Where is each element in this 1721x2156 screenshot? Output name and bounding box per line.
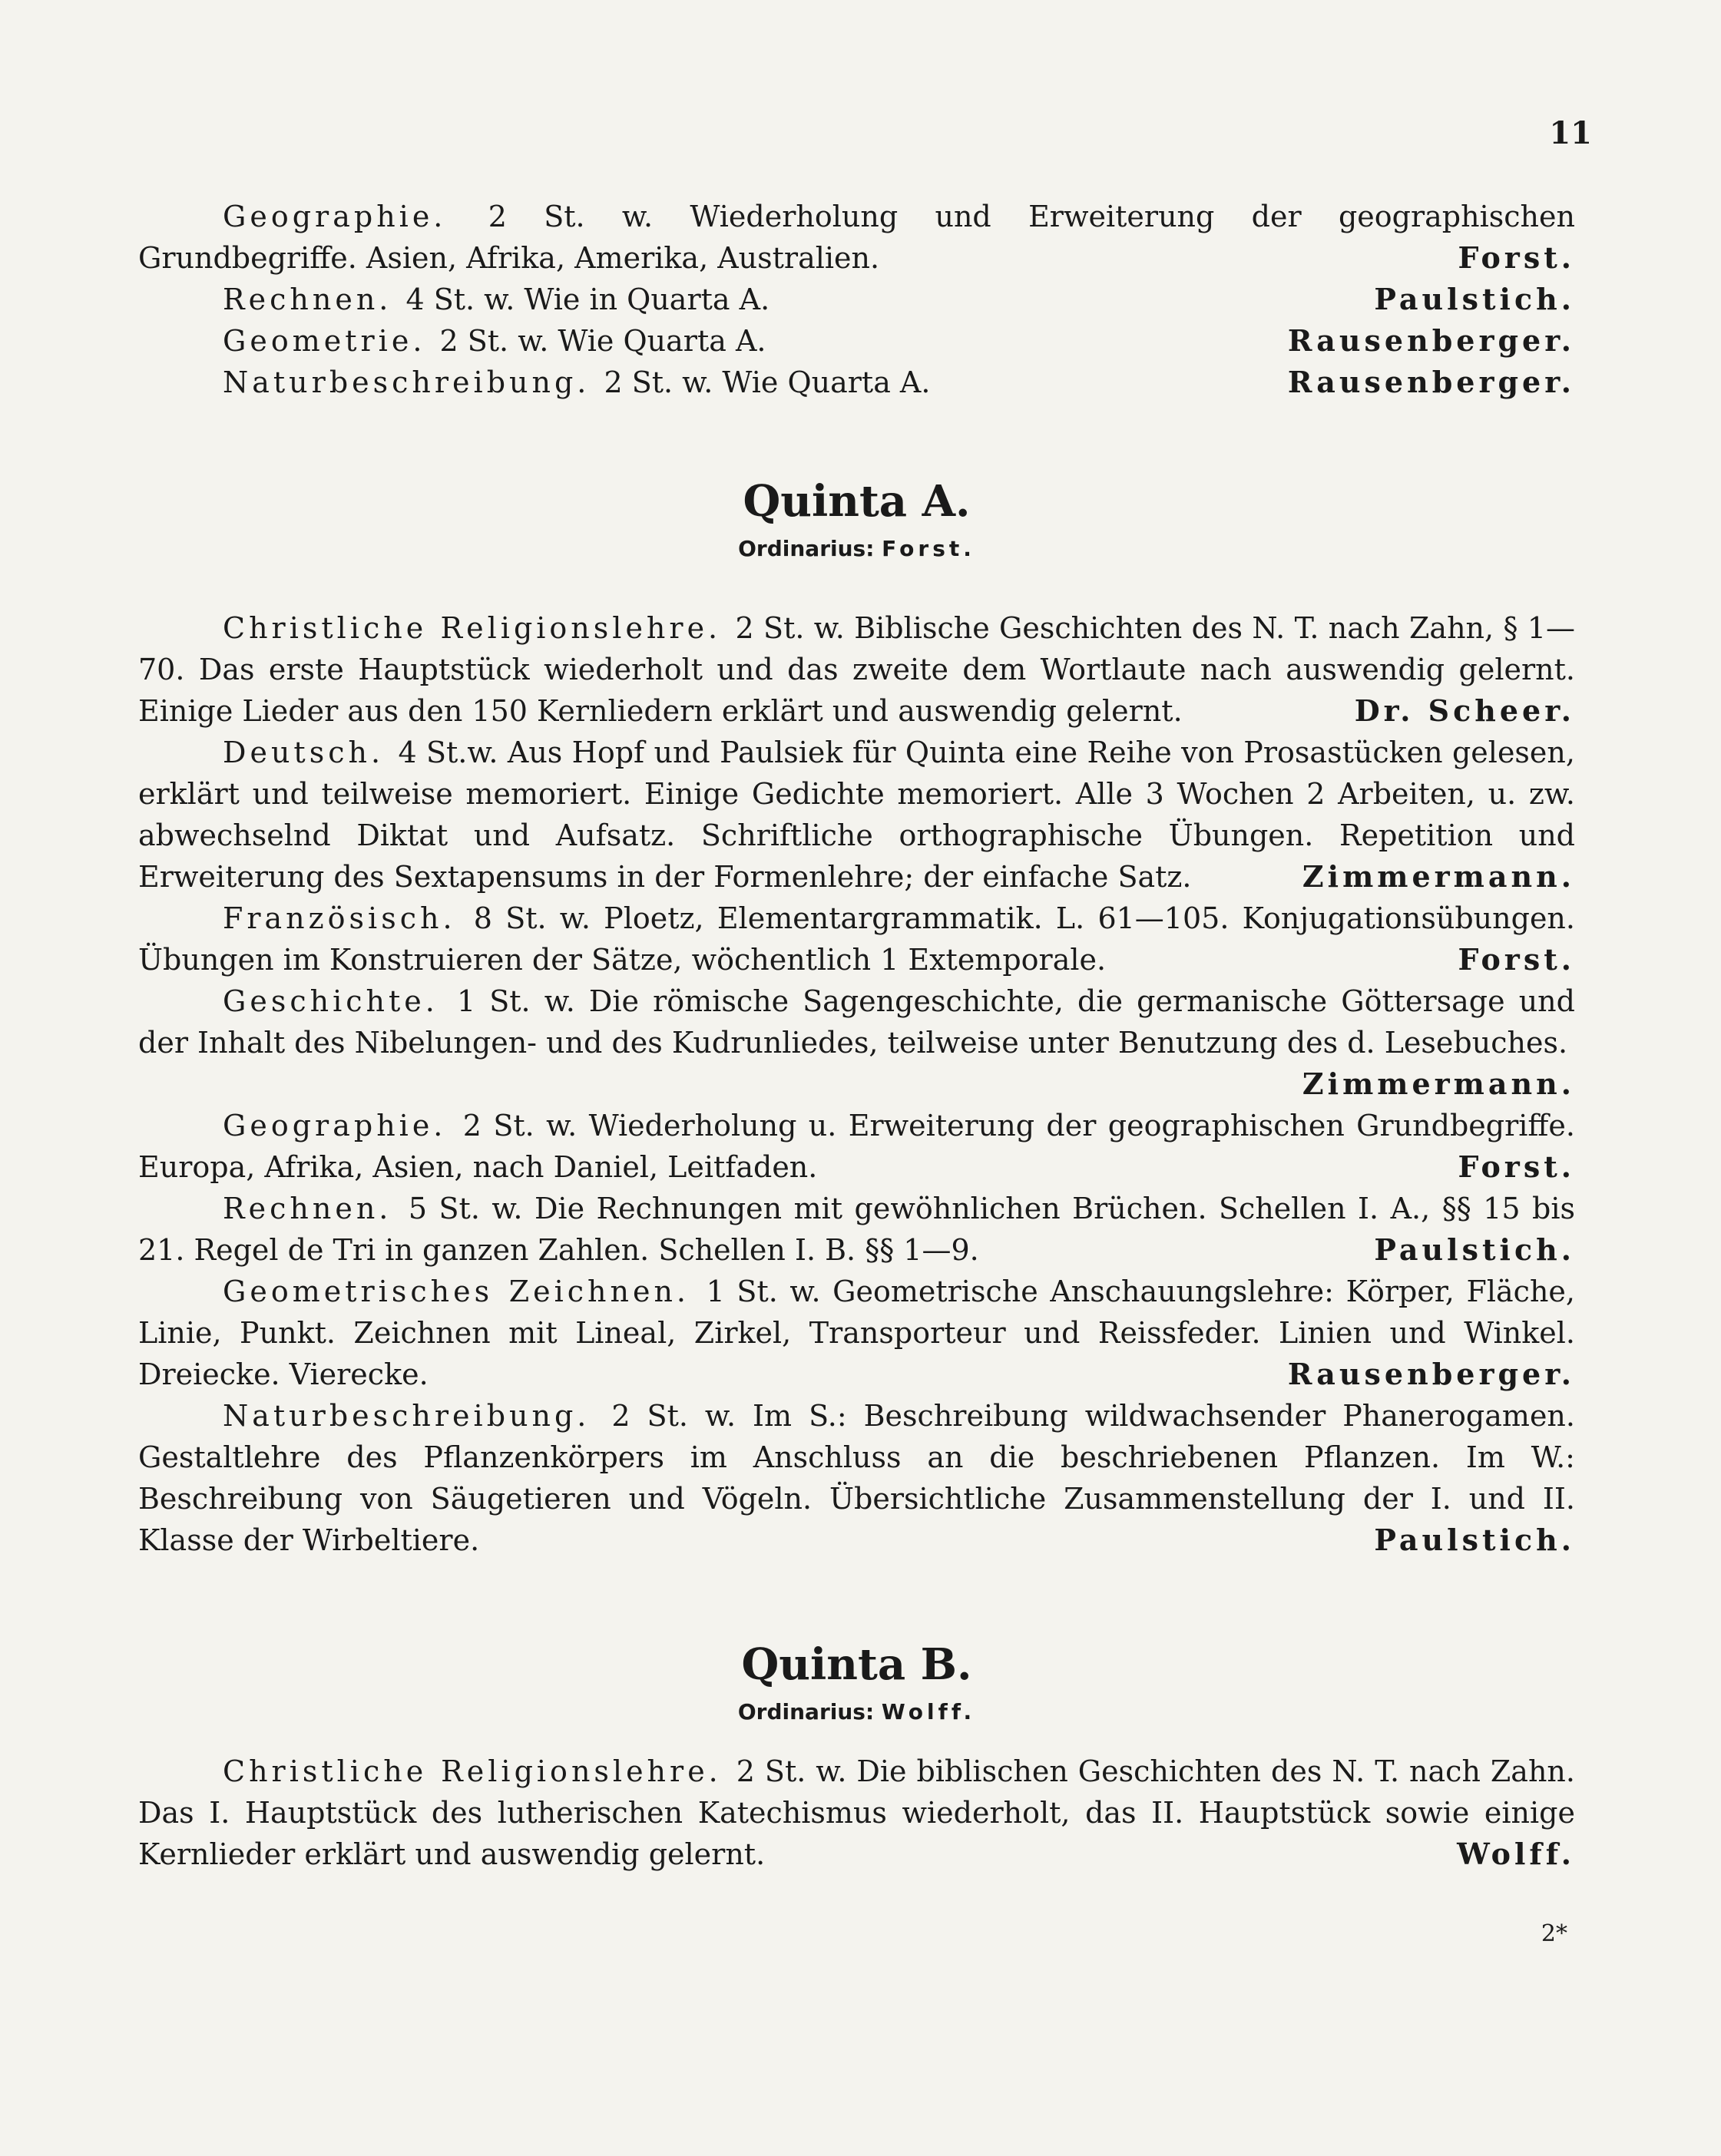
entry-text: 1 St. w. Geometrische Anschauungslehre: Körper, Fläche, Linie, Punkt. Zeichnen mit Lineal, Zirkel, Transporteur und Reissfeder. Linien und Winkel. Dreiecke. Vierecke. [138, 1275, 1575, 1391]
section-heading: Quinta A. [743, 476, 971, 527]
entry-teacher: Forst. [1458, 942, 1575, 977]
entry-text: 2 St. w. Biblische Geschichten des N. T. nach Zahn, § 1— 70. Das erste Hauptstück wiederholt und das zweite dem Wortlaute nach auswendig gelernt. Einige Lieder aus den 150 Kernliedern erklärt und auswendig gelernt. [138, 611, 1575, 728]
entry-text: 2 St. w. Wie Quarta A. [604, 365, 931, 399]
quinta-a-entries [138, 607, 1575, 1561]
entry-teacher: Forst. [1458, 1149, 1575, 1184]
ordinarius-line [138, 536, 1575, 561]
entry-subject: Geschichte. [223, 984, 439, 1018]
entry-text: 2 St. w. Wiederholung u. Erweiterung der geographischen Grundbegriffe. Europa, Afrika, Asien, nach Daniel, Leitfaden. [138, 1109, 1575, 1184]
entry-teacher: Rausenberger. [1287, 1357, 1575, 1391]
entry-subject: Christliche Religionslehre. [223, 611, 722, 645]
quinta-b-entries [138, 1751, 1575, 1875]
entry-teacher: Paulstich. [1374, 282, 1575, 316]
ordinarius-name: Wolff. [881, 1699, 976, 1724]
entry-teacher: Paulstich. [1374, 1523, 1575, 1557]
entry-teacher: Wolff. [1457, 1837, 1575, 1871]
top-section [138, 196, 1575, 403]
quinta-a-section [138, 476, 1575, 1561]
entry-paragraph [138, 362, 1575, 403]
entry-subject: Geometrisches Zeichnen. [223, 1275, 690, 1308]
entry-teacher: Paulstich. [1374, 1232, 1575, 1267]
entry-text: 4 St.w. Aus Hopf und Paulsiek für Quinta eine Reihe von Prosastücken gelesen, erklärt und teilweise memoriert. Einige Gedichte memoriert. Alle 3 Wochen 2 Arbeiten, u. zw. abwechselnd Diktat und Aufsatz. Schriftliche orthographische Übungen. Repetition und Erweiterung des Sextapensums in der Formenlehre; der einfache Satz. [138, 736, 1575, 894]
entry-teacher: Rausenberger. [1287, 323, 1575, 358]
entry-text: 2 St. w. Wie Quarta A. [439, 324, 766, 358]
entry-paragraph [138, 1751, 1575, 1875]
entry-paragraph [138, 1188, 1575, 1271]
entry-subject: Deutsch. [223, 736, 385, 769]
entry-subject: Rechnen. [223, 283, 392, 316]
entry-subject: Geographie. [223, 200, 447, 233]
entry-text: 2 St. w. Im S.: Beschreibung wildwachsender Phanerogamen. Gestaltlehre des Pflanzenkörpers im Anschluss an die beschriebenen Pflanzen. Im W.: Beschreibung von Säugetieren und Vögeln. Übersichtliche Zusammenstellung der I. und II. Klasse der Wirbeltiere. [138, 1399, 1575, 1557]
entry-subject: Geographie. [223, 1109, 447, 1142]
quinta-b-section [138, 1639, 1575, 1875]
page-number: 11 [1549, 115, 1592, 151]
entry-paragraph [138, 1105, 1575, 1188]
entry-text: 4 St. w. Wie in Quarta A. [405, 283, 770, 316]
entry-teacher: Zimmermann. [1302, 1066, 1575, 1101]
entry-paragraph [138, 1395, 1575, 1561]
entry-text: 5 St. w. Die Rechnungen mit gewöhnlichen Brüchen. Schellen I. A., §§ 15 bis 21. Regel de Tri in ganzen Zahlen. Schellen I. B. §§ 1—9. [138, 1192, 1575, 1267]
entry-subject: Christliche Religionslehre. [223, 1754, 722, 1788]
entry-paragraph [138, 196, 1575, 279]
entry-teacher: Zimmermann. [1302, 859, 1575, 894]
entry-paragraph [138, 320, 1575, 362]
entry-text: 2 St. w. Die biblischen Geschichten des N. T. nach Zahn. Das I. Hauptstück des lutherischen Katechismus wiederholt, das II. Hauptstück sowie einige Kernlieder erklärt und auswendig gelernt. [138, 1754, 1575, 1871]
entry-paragraph [138, 279, 1575, 320]
entry-paragraph [138, 1271, 1575, 1395]
ordinarius-name: Forst. [882, 536, 975, 561]
section-heading: Quinta B. [741, 1639, 972, 1690]
entry-text: 1 St. w. Die römische Sagengeschichte, die germanische Göttersage und der Inhalt des Nibelungen- und des Kudrunliedes, teilweise unter Benutzung des d. Lesebuches. [138, 984, 1575, 1060]
entry-subject: Rechnen. [223, 1192, 392, 1225]
ordinarius-label: Ordinarius: [737, 1699, 875, 1724]
entry-text: 8 St. w. Ploetz, Elementargrammatik. L. 61—105. Konjugationsübungen. Übungen im Konstruieren der Sätze, wöchentlich 1 Extemporale. [138, 901, 1575, 977]
entry-text: 2 St. w. Wiederholung und Erweiterung der geographischen Grundbegriffe. Asien, Afrika, Amerika, Australien. [138, 200, 1575, 275]
ordinarius-line [138, 1699, 1575, 1724]
entry-subject: Französisch. [223, 901, 456, 935]
ordinarius-label: Ordinarius: [738, 536, 875, 561]
signature-mark: 2* [1541, 1920, 1567, 1947]
entry-subject: Naturbeschreibung. [223, 365, 591, 399]
entry-subject: Geometrie. [223, 324, 426, 358]
entry-teacher: Forst. [1458, 240, 1575, 275]
entry-teacher: Rausenberger. [1287, 365, 1575, 399]
entry-paragraph [138, 980, 1575, 1105]
entry-subject: Naturbeschreibung. [223, 1399, 591, 1433]
entry-paragraph [138, 732, 1575, 898]
entry-paragraph [138, 898, 1575, 980]
entry-paragraph [138, 607, 1575, 732]
entry-teacher: Dr. Scheer. [1354, 693, 1575, 728]
